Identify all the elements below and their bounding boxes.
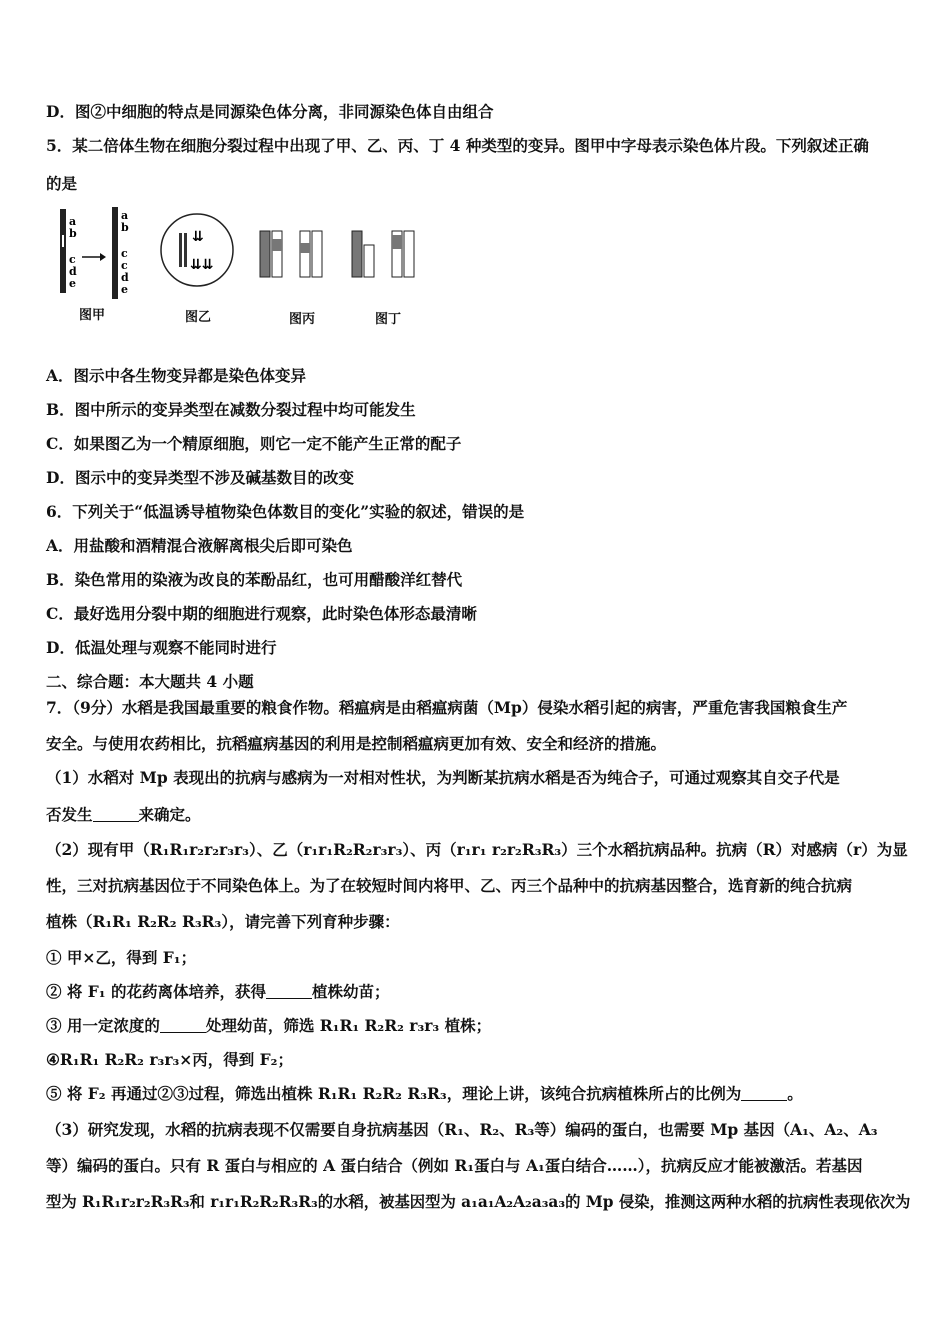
answer-blank <box>160 1016 206 1033</box>
figure-jia-right-b: b <box>121 221 129 234</box>
figure-yi <box>161 214 233 286</box>
q5-option-a: A．图示中各生物变异都是染色体变异 <box>46 366 307 385</box>
q6-option-d: D．低温处理与观察不能同时进行 <box>46 638 277 657</box>
q7-part2-line1: （2）现有甲（R₁R₁r₂r₂r₃r₃）、乙（r₁r₁R₂R₂r₃r₃）、丙（r₁r₁ r₂r₂R₃R₃）三个水稻抗病品种。抗病（R）对感病（r）为显 <box>46 840 908 859</box>
q7-step4: ④R₁R₁ R₂R₂ r₃r₃×丙，得到 F₂； <box>46 1050 293 1069</box>
answer-blank <box>741 1084 787 1101</box>
q7-step1: ① 甲×乙，得到 F₁； <box>46 948 197 967</box>
figure-jia-letter-c: c <box>69 253 76 266</box>
figure-jia-right-e: e <box>121 283 128 296</box>
q7-step5 <box>46 1082 906 1106</box>
q7-part2-line2: 性，三对抗病基因位于不同染色体上。为了在较短时间内将甲、乙、丙三个品种中的抗病基因整合，选育新的纯合抗病 <box>46 876 853 895</box>
figure-ding-caption: 图丁 <box>374 312 401 327</box>
figure-jia-right-c1: c <box>121 247 128 260</box>
q5-option-c: C．如果图乙为一个精原细胞，则它一定不能产生正常的配子 <box>46 434 462 453</box>
figure-jia-letter-d: d <box>69 265 77 278</box>
q5-option-b: B．图中所示的变异类型在减数分裂过程中均可能发生 <box>46 400 416 419</box>
figure-jia-letter-e: e <box>69 277 76 290</box>
q4-option-d: D．图②中细胞的特点是同源染色体分离，非同源染色体自由组合 <box>46 102 494 121</box>
figure-yi-caption: 图乙 <box>184 310 211 325</box>
figure-jia-right-a: a <box>121 209 129 222</box>
answer-blank <box>93 805 139 822</box>
q5-option-d: D．图示中的变异类型不涉及碱基数目的改变 <box>46 468 354 487</box>
q7-step5-text-a: ⑤ 将 F₂ 再通过②③过程，筛选出植株 R₁R₁ R₂R₂ R₃R₃，理论上讲，该纯合抗病植株所占的比例为 <box>46 1084 742 1103</box>
q7-step2-text-b: 植株幼苗； <box>311 982 390 1001</box>
q7-part3-line2: 等）编码的蛋白。只有 R 蛋白与相应的 A 蛋白结合（例如 R₁蛋白与 A₁蛋白结合……），抗病反应才能被激活。若基因 <box>46 1156 863 1175</box>
answer-blank <box>266 982 312 999</box>
q5-stem-line2: 的是 <box>46 174 78 193</box>
figure-jia-right-c2: c <box>121 259 128 272</box>
q7-part1-text-b: 来确定。 <box>138 805 201 824</box>
q7-part1-text-a: 否发生 <box>46 805 93 824</box>
q7-part1-line1: （1）水稻对 Mp 表现出的抗病与感病为一对相对性状，为判断某抗病水稻是否为纯合子，可通过观察其自交子代是 <box>46 768 840 787</box>
figure-bing <box>260 231 322 277</box>
svg-text:⇊⇊: ⇊⇊ <box>190 257 214 273</box>
q6-option-c: C．最好选用分裂中期的细胞进行观察，此时染色体形态最清晰 <box>46 604 477 623</box>
q6-stem: 6．下列关于“低温诱导植物染色体数目的变化”实验的叙述，错误的是 <box>46 502 525 521</box>
figure-ding <box>352 231 414 277</box>
figure-jia <box>60 207 129 299</box>
q7-step3-text-a: ③ 用一定浓度的 <box>46 1016 160 1035</box>
svg-text:⇊: ⇊ <box>192 229 204 245</box>
figure-jia-letter-a: a <box>69 215 77 228</box>
q7-line1: 7．（9分）水稻是我国最重要的粮食作物。稻瘟病是由稻瘟病菌（Mp）侵染水稻引起的病害，严重危害我国粮食生产 <box>46 698 848 717</box>
q7-step3-text-b: 处理幼苗，筛选 R₁R₁ R₂R₂ r₃r₃ 植株； <box>205 1016 492 1035</box>
q7-part1-line2 <box>46 803 906 827</box>
q7-step5-text-b: 。 <box>787 1084 803 1103</box>
q7-part3-line1: （3）研究发现，水稻的抗病表现不仅需要自身抗病基因（R₁、R₂、R₃等）编码的蛋白，也需要 Mp 基因（A₁、A₂、A₃ <box>46 1120 878 1139</box>
figure-jia-right-d: d <box>121 271 129 284</box>
q7-part2-line3: 植株（R₁R₁ R₂R₂ R₃R₃），请完善下列育种步骤： <box>46 912 400 931</box>
q7-step2 <box>46 980 906 1004</box>
figure-bing-caption: 图丙 <box>288 312 315 327</box>
q5-figure <box>50 205 430 305</box>
q7-part3-line3: 型为 R₁R₁r₂r₂R₃R₃和 r₁r₁R₂R₂R₃R₃的水稻，被基因型为 a₁a₁A₂A₂a₃a₃的 Mp 侵染，推测这两种水稻的抗病性表现依次为 <box>46 1192 911 1211</box>
section-2-heading: 二、综合题：本大题共 4 小题 <box>46 672 254 691</box>
figure-jia-letter-b: b <box>69 227 77 240</box>
q6-option-a: A．用盐酸和酒精混合液解离根尖后即可染色 <box>46 536 353 555</box>
q7-step2-text-a: ② 将 F₁ 的花药离体培养，获得 <box>46 982 266 1001</box>
q7-step3 <box>46 1014 906 1038</box>
figure-jia-caption: 图甲 <box>78 308 105 323</box>
q7-line2: 安全。与使用农药相比，抗稻瘟病基因的利用是控制稻瘟病更加有效、安全和经济的措施。 <box>46 734 667 753</box>
q5-stem-line1: 5．某二倍体生物在细胞分裂过程中出现了甲、乙、丙、丁 4 种类型的变异。图甲中字母表示染色体片段。下列叙述正确 <box>46 136 869 155</box>
q6-option-b: B．染色常用的染液为改良的苯酚品红，也可用醋酸洋红替代 <box>46 570 463 589</box>
